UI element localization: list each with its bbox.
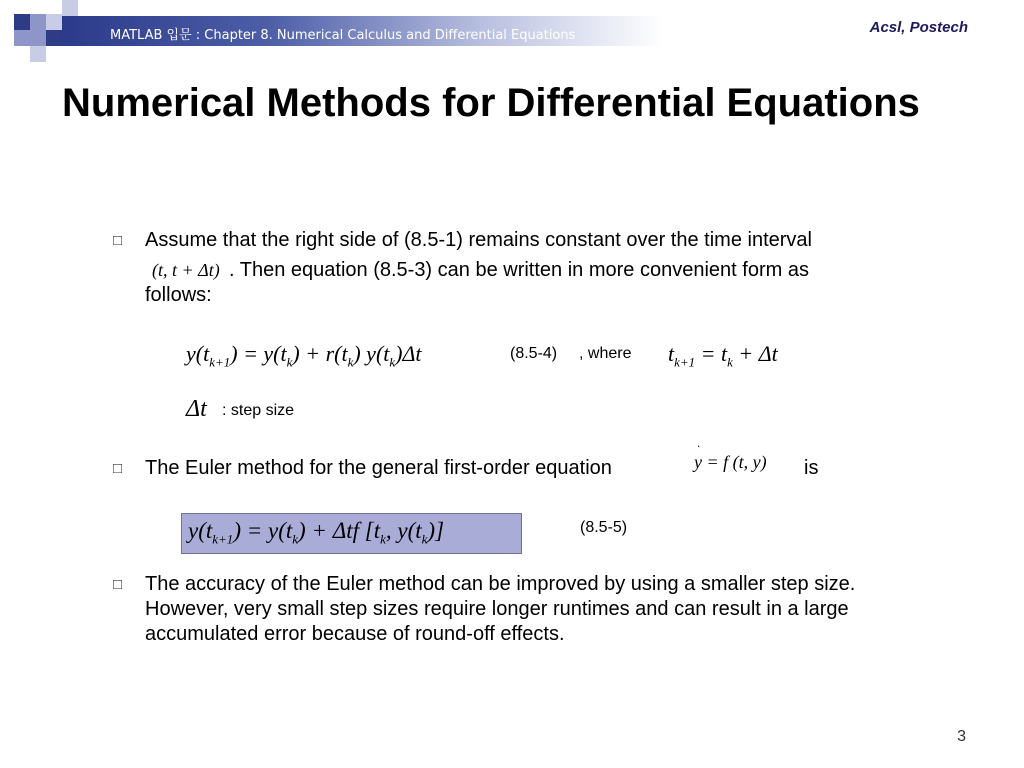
eq-part: ) + r(t (292, 341, 348, 366)
equation-label-8-5-4: (8.5-4) (510, 345, 558, 362)
eq-subscript: k (380, 531, 386, 547)
decor-square (30, 30, 46, 46)
bullet3-line2: However, very small step sizes require longer runtimes and can result in a large (145, 598, 849, 620)
eq-part: t (668, 341, 675, 366)
decor-square (46, 30, 62, 46)
decor-square (14, 14, 30, 30)
slide-title: Numerical Methods for Differential Equations (62, 81, 920, 125)
equation-8-5-4 (186, 341, 422, 370)
eq-part: ) = y(t (230, 341, 287, 366)
decor-square (46, 14, 62, 30)
decor-square (62, 0, 78, 16)
eq-subscript: k (389, 354, 396, 370)
eq-part: ) + Δtf [t (298, 518, 381, 543)
eq-part: + Δt (732, 341, 778, 366)
time-step-definition (668, 341, 778, 370)
bullet3-line3: accumulated error because of round-off effects. (145, 623, 565, 645)
eq-part: y(t (188, 518, 213, 543)
bullet-marker: □ (113, 232, 123, 249)
bullet3-line1: The accuracy of the Euler method can be improved by using a smaller step size. (145, 573, 856, 595)
eq-subscript: k (421, 531, 428, 547)
bullet1-line1: Assume that the right side of (8.5-1) remains constant over the time interval (145, 229, 812, 251)
is-text: is (804, 457, 819, 479)
eq-subscript: k (292, 531, 299, 547)
eq-part: )Δt (395, 341, 422, 366)
delta-t-symbol: Δt (186, 396, 207, 422)
eq-subscript: k (727, 354, 733, 370)
decor-square (30, 14, 46, 30)
eq-part: ) y(t (353, 341, 390, 366)
eq-subscript: k+1 (209, 354, 231, 370)
page-number: 3 (957, 728, 966, 745)
bullet2-text: The Euler method for the general first-order equation (145, 457, 612, 479)
decor-square (14, 30, 30, 46)
eq-part: = t (695, 341, 728, 366)
equation-8-5-5 (188, 518, 444, 548)
bullet1-line3: follows: (145, 284, 212, 306)
organization-label: Acsl, Postech (869, 19, 968, 36)
eq-part: , y(t (385, 518, 422, 543)
eq-subscript: k+1 (674, 354, 696, 370)
decor-square (30, 46, 46, 62)
eq-subscript: k+1 (212, 531, 234, 547)
eq-part: ) = y(t (233, 518, 293, 543)
derivative-dot: . (697, 436, 701, 450)
bullet1-line2: . Then equation (8.5-3) can be written in more convenient form as (229, 259, 809, 281)
eq-subscript: k (286, 354, 293, 370)
step-size-text: : step size (222, 402, 295, 419)
bullet-marker: □ (113, 460, 123, 477)
eq-subscript: k (347, 354, 354, 370)
eq-part: )] (427, 518, 445, 543)
eq-part: y(t (186, 341, 210, 366)
interval-expression: (t, t + Δt) (152, 260, 220, 280)
equation-label-8-5-5: (8.5-5) (580, 519, 628, 536)
course-title: MATLAB 입문 : Chapter 8. Numerical Calculus and Differential Equations (110, 28, 576, 43)
bullet-marker: □ (113, 576, 123, 593)
ode-expression: y = f (t, y) (694, 452, 767, 472)
where-text: , where (579, 345, 632, 362)
